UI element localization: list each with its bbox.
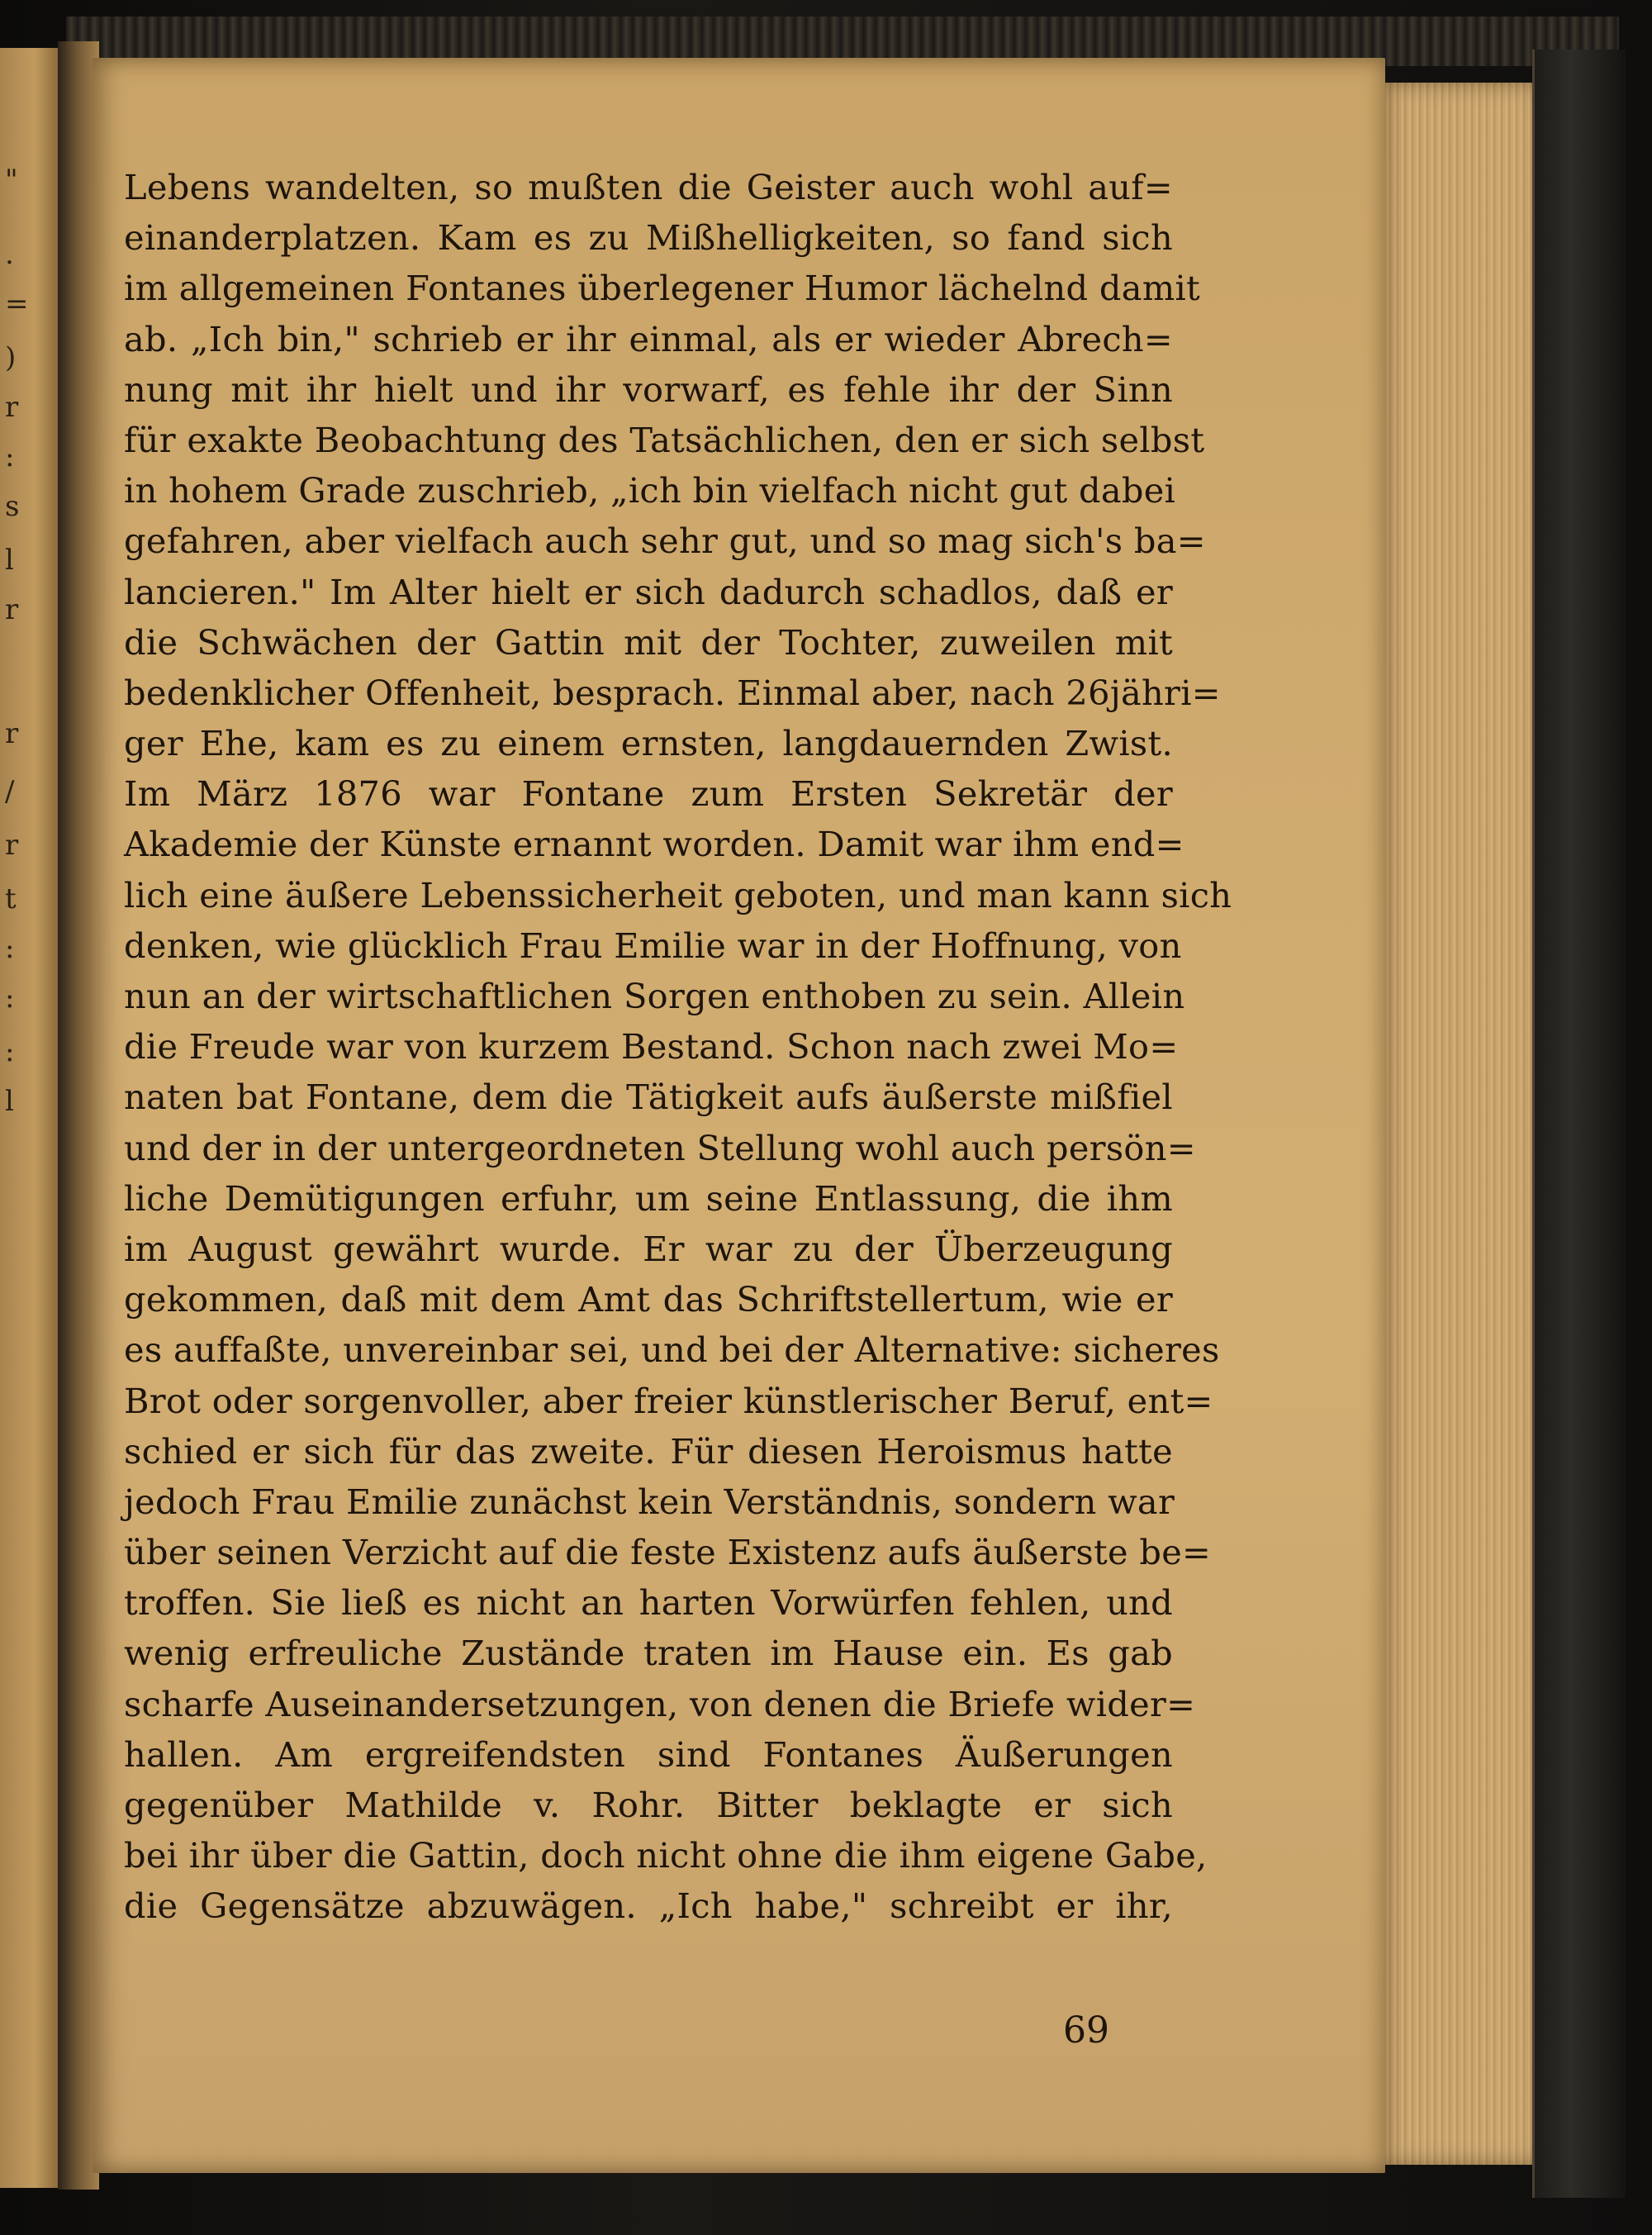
prev-page-fragment: r [5, 829, 19, 862]
text-line: hallen. Am ergreifendsten sind Fontanes Äußerungen [124, 1733, 1173, 1775]
text-line: die Gegensätze abzuwägen. „Ich habe," schreibt er ihr, [124, 1885, 1173, 1927]
previous-page-edge [0, 48, 63, 2188]
prev-page-fragment: : [5, 1035, 15, 1068]
prev-page-fragment: r [5, 391, 19, 424]
text-line: und der in der untergeordneten Stellung wohl auch persön= [124, 1127, 1196, 1168]
text-line: die Freude war von kurzem Bestand. Schon nach zwei Mo= [124, 1026, 1179, 1068]
prev-page-fragment: = [5, 288, 29, 321]
text-line: denken, wie glücklich Frau Emilie war in der Hoffnung, von [124, 925, 1182, 966]
text-line: nun an der wirtschaftlichen Sorgen enthoben zu sein. Allein [124, 976, 1185, 1016]
text-line: wenig erfreuliche Zustände traten im Hause ein. Es gab [124, 1633, 1173, 1674]
text-line: liche Demütigungen erfuhr, um seine Entlassung, die ihm [124, 1177, 1173, 1219]
text-line: bedenklicher Offenheit, besprach. Einmal aber, nach 26jähri= [124, 672, 1221, 713]
prev-page-fragment: : [5, 982, 15, 1015]
text-line: in hohem Grade zuschrieb, „ich bin vielfach nicht gut dabei [124, 470, 1176, 511]
text-line: im allgemeinen Fontanes überlegener Humor lächelnd damit [124, 268, 1201, 309]
prev-page-fragment: r [5, 717, 19, 750]
text-line: für exakte Beobachtung des Tatsächlichen, den er sich selbst [124, 419, 1205, 460]
text-line: einanderplatzen. Kam es zu Mißhelligkeiten, so fand sich [124, 217, 1173, 259]
body-text [124, 162, 1232, 1932]
prev-page-fragment: / [5, 775, 15, 808]
prev-page-fragment: s [5, 490, 20, 523]
text-line: lancieren." Im Alter hielt er sich dadurch schadlos, daß er [124, 571, 1173, 612]
text-line: gekommen, daß mit dem Amt das Schriftstellertum, wie er [124, 1279, 1173, 1320]
prev-page-fragment: ) [5, 341, 17, 374]
prev-page-fragment: . [5, 238, 14, 271]
prev-page-fragment: l [5, 544, 14, 577]
text-line: es auffaßte, unvereinbar sei, und bei der Alternative: sicheres [124, 1329, 1220, 1371]
prev-page-fragment: " [5, 164, 18, 197]
prev-page-fragment: r [5, 593, 19, 626]
text-line: jedoch Frau Emilie zunächst kein Verständnis, sondern war [124, 1481, 1175, 1522]
text-line: troffen. Sie ließ es nicht an harten Vorwürfen fehlen, und [124, 1582, 1173, 1624]
prev-page-fragment: : [5, 440, 15, 473]
text-line: über seinen Verzicht auf die feste Existenz aufs äußerste be= [124, 1532, 1212, 1573]
text-line: scharfe Auseinandersetzungen, von denen die Briefe wider= [124, 1683, 1196, 1724]
text-line: gegenüber Mathilde v. Rohr. Bitter beklagte er sich [124, 1785, 1173, 1825]
page-number: 69 [1063, 2009, 1109, 2052]
prev-page-fragment: t [5, 882, 17, 915]
text-line: Im März 1876 war Fontane zum Ersten Sekretär der [124, 773, 1173, 815]
text-line: naten bat Fontane, dem die Tätigkeit aufs äußerste mißfiel [124, 1077, 1173, 1118]
prev-page-fragment: : [5, 932, 15, 965]
text-line: im August gewährt wurde. Er war zu der Überzeugung [124, 1228, 1173, 1269]
text-line: gefahren, aber vielfach auch sehr gut, und so mag sich's ba= [124, 521, 1206, 562]
text-line: Brot oder sorgenvoller, aber freier künstlerischer Beruf, ent= [124, 1380, 1213, 1421]
text-line: die Schwächen der Gattin mit der Tochter, zuweilen mit [124, 621, 1173, 663]
text-line: lich eine äußere Lebenssicherheit geboten, und man kann sich [124, 874, 1232, 915]
text-line: bei ihr über die Gattin, doch nicht ohne die ihm eigene Gabe, [124, 1835, 1208, 1876]
text-line: schied er sich für das zweite. Für diesen Heroismus hatte [124, 1430, 1173, 1472]
page-edges [1385, 83, 1542, 2165]
text-line: Akademie der Künste ernannt worden. Damit war ihm end= [124, 824, 1184, 865]
text-line: nung mit ihr hielt und ihr vorwarf, es fehle ihr der Sinn [124, 369, 1173, 410]
text-line: ab. „Ich bin," schrieb er ihr einmal, als er wieder Abrech= [124, 318, 1173, 359]
prev-page-fragment: l [5, 1085, 14, 1118]
book-cover [1532, 50, 1626, 2198]
text-line: ger Ehe, kam es zu einem ernsten, langdauernden Zwist. [124, 723, 1173, 764]
text-line: Lebens wandelten, so mußten die Geister auch wohl auf= [124, 167, 1173, 207]
